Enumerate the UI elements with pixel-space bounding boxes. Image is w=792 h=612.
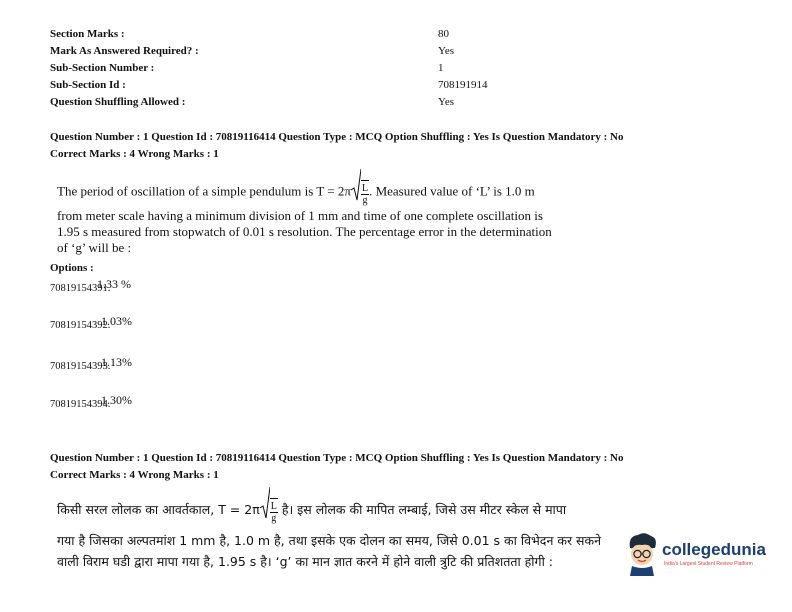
option-value[interactable]: 1.13% — [101, 355, 132, 369]
marks-line: Correct Marks : 4 Wrong Marks : 1 — [50, 148, 219, 160]
meta-label: Sub-Section Id : — [50, 79, 126, 91]
question-text-hi-line1 — [57, 486, 566, 535]
option-value[interactable]: 1.33 % — [97, 277, 131, 291]
marks-line: Correct Marks : 4 Wrong Marks : 1 — [50, 469, 219, 481]
question-text-line3: 1.95 s measured from stopwatch of 0.01 s resolution. The percentage error in the determination — [57, 224, 552, 239]
question-header: Question Number : 1 Question Id : 70819116414 Question Type : MCQ Option Shuffling : Yes Is Question Mandatory : No — [50, 131, 624, 143]
option-id: 70819154392. — [50, 320, 111, 331]
fraction-denominator: g — [271, 512, 277, 524]
option-id: 70819154393. — [50, 361, 111, 372]
meta-value: 708191914 — [438, 79, 488, 91]
question-text: The period of oscillation of a simple pendulum is T = 2π — [57, 183, 351, 199]
fraction-denominator: g — [362, 194, 368, 206]
meta-value: 1 — [438, 62, 444, 74]
meta-label: Question Shuffling Allowed : — [50, 96, 186, 108]
fraction-numerator: L — [270, 500, 277, 512]
question-text-hi-line2: गया है जिसका अल्पतमांश 1 mm है, 1.0 m है, तथा इसके एक दोलन का समय, जिसे 0.01 s का विभेदन कर सकने — [57, 533, 602, 548]
meta-value: Yes — [438, 45, 455, 57]
collegedunia-logo — [624, 532, 784, 578]
fraction-numerator: L — [361, 182, 369, 194]
question-text: . Measured value of ‘L’ is 1.0 m — [369, 183, 535, 199]
fraction-l-over-g — [361, 180, 369, 206]
logo-tagline: India's Largest Student Review Platform — [664, 561, 753, 567]
meta-label: Mark As Answered Required? : — [50, 45, 199, 57]
options-label: Options : — [50, 262, 94, 274]
question-text: है। इस लोलक की मापित लम्बाई, जिसे उस मीटर स्केल से मापा — [277, 502, 567, 517]
mascot-icon — [624, 532, 660, 576]
option-id: 70819154391. — [50, 283, 111, 294]
option-value[interactable]: 1.03% — [101, 314, 132, 328]
question-header: Question Number : 1 Question Id : 70819116414 Question Type : MCQ Option Shuffling : Yes Is Question Mandatory : No — [50, 452, 624, 464]
logo-name: collegedunia — [662, 540, 766, 559]
question-text: किसी सरल लोलक का आवर्तकाल, T = 2π — [57, 502, 260, 517]
question-text-line4: of ‘g’ will be : — [57, 240, 132, 255]
question-text-hi-line3: वाली विराम घडी द्वारा मापा गया है, 1.95 s है। ‘g’ का मान ज्ञात करने में होने वाली त्रुटि की प्रतिशतता होगी : — [57, 554, 554, 569]
fraction-l-over-g — [270, 498, 278, 524]
meta-value: 80 — [438, 28, 449, 40]
sqrt-symbol — [260, 486, 270, 535]
option-value[interactable]: 1.30% — [101, 393, 132, 407]
option-id: 70819154394. — [50, 399, 111, 410]
meta-label: Section Marks : — [50, 28, 125, 40]
question-text-line2: from meter scale having a minimum division of 1 mm and time of one complete oscillation is — [57, 208, 543, 223]
meta-label: Sub-Section Number : — [50, 62, 155, 74]
meta-value: Yes — [438, 96, 455, 108]
